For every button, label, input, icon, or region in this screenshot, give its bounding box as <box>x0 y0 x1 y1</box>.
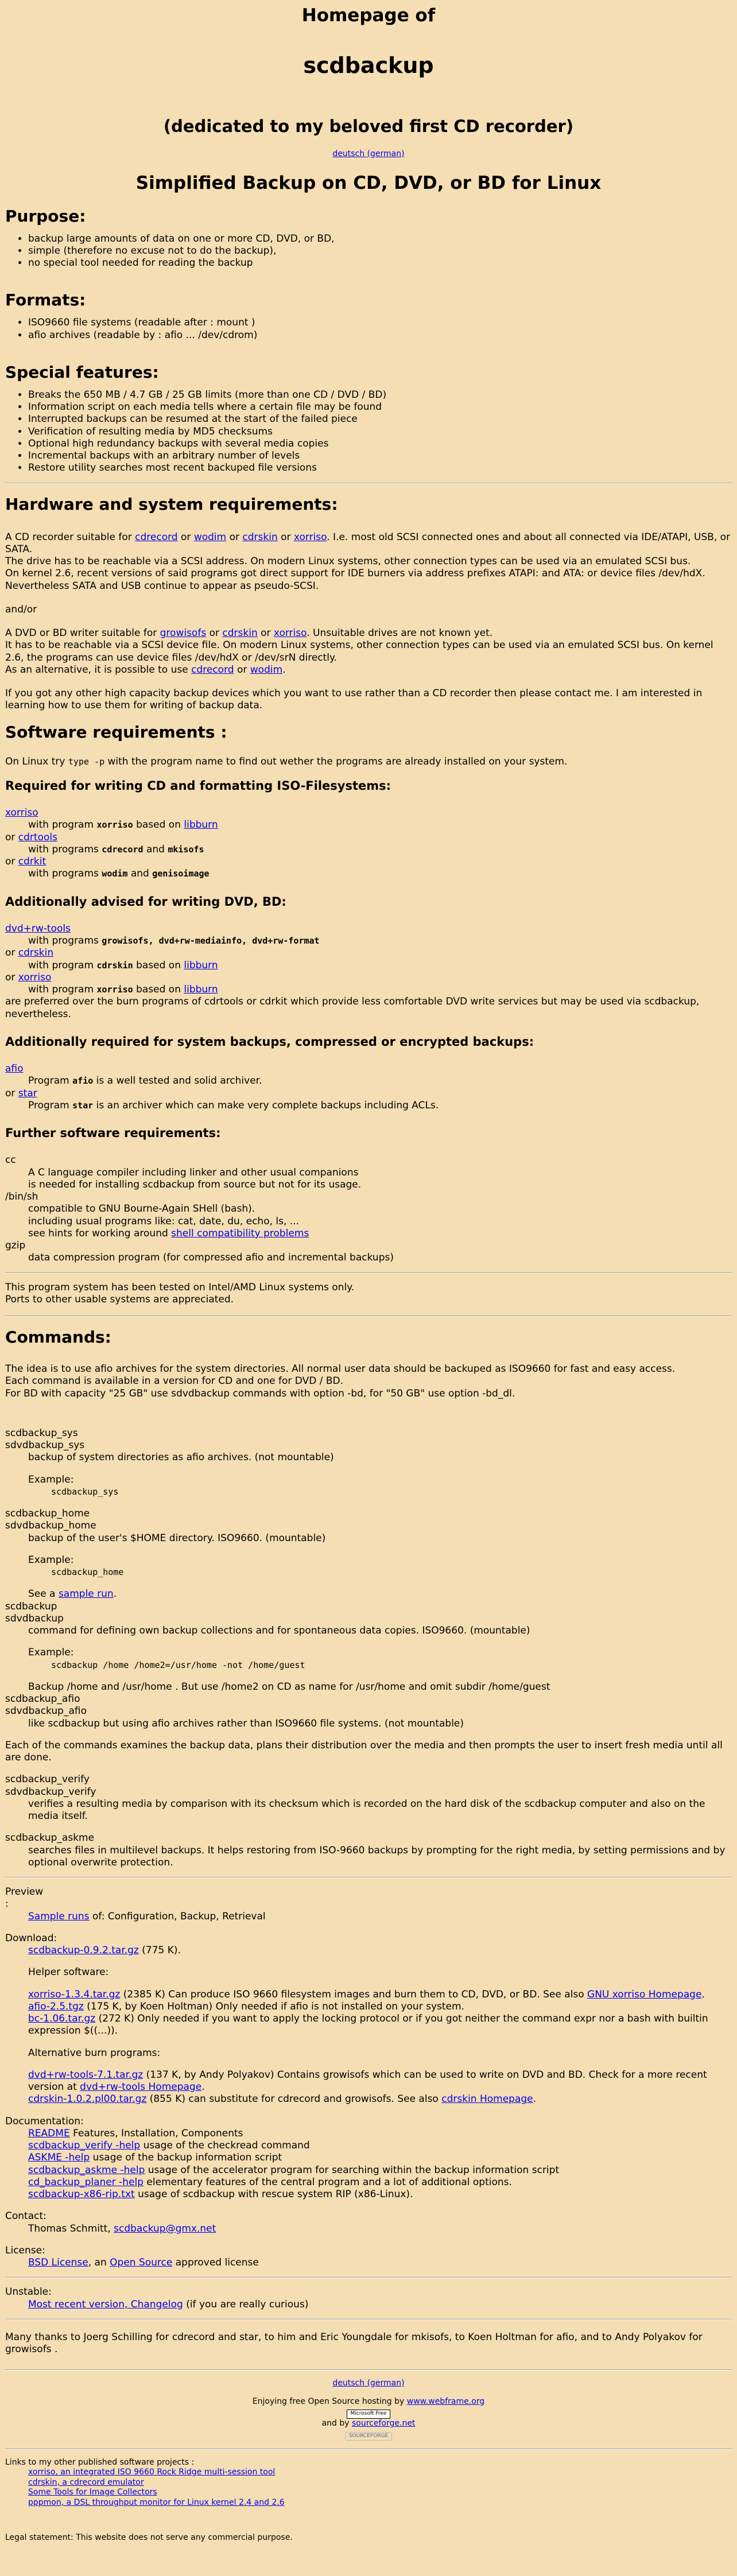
list-item: • no special tool needed for reading the backup <box>28 257 732 269</box>
doc-link[interactable]: README <box>28 2127 70 2139</box>
cdrecord-link[interactable]: cdrecord <box>191 664 234 676</box>
dvd-rw-tools-link[interactable]: dvd+rw-tools <box>5 922 71 934</box>
list-item: • afio archives (readable by : afio ... /dev/cdrom) <box>28 329 732 342</box>
documentation-section: Documentation: README Features, Installation, Components scdbackup_verify -help usage of the checkread command ASKME -help usage of the backup information script scdbackup_askme -help usage of the accelerator program for searching within the backup information script cd_backup_planer -help elementary features of the central program and a lot of additional options. scdbackup-x86-rip.txt usage of scdbackup with rescue system RIP (x86-Linux). <box>5 2115 560 2200</box>
doc-link[interactable]: scdbackup_askme -help <box>28 2164 145 2176</box>
email-link[interactable]: scdbackup@gmx.net <box>114 2222 216 2234</box>
changelog-link[interactable]: Most recent version, Changelog <box>28 2298 183 2310</box>
software-heading: Software requirements : <box>5 722 227 742</box>
sample-runs-link[interactable]: Sample runs <box>28 1910 90 1922</box>
divider <box>5 1877 732 1878</box>
contact-section: Contact: Thomas Schmitt, scdbackup@gmx.net <box>5 2210 216 2234</box>
purpose-list <box>5 233 732 270</box>
doc-link[interactable]: cd_backup_planer -help <box>28 2176 144 2188</box>
cdrtools-link[interactable]: cdrtools <box>18 831 57 843</box>
legal-statement: Legal statement: This website does not serve any commercial purpose. <box>5 2533 293 2543</box>
homepage-of-heading: Homepage of <box>301 5 436 26</box>
andor-text: and/or <box>5 603 37 615</box>
list-item: • Interrupted backups can be resumed at the start of the failed piece <box>28 413 732 425</box>
formats-heading: Formats: <box>5 290 86 310</box>
divider <box>5 2369 732 2371</box>
star-link[interactable]: star <box>18 1087 37 1099</box>
sourceforge-link[interactable]: sourceforge.net <box>352 2419 416 2428</box>
webframe-link[interactable]: www.webframe.org <box>406 2396 485 2406</box>
footer-hosting: deutsch (german) Enjoying free Open Source hosting by www.webframe.org Microsoft Free and by sourceforge.net SOURCEFORGE <box>5 2379 732 2441</box>
list-item: • ISO9660 file systems (readable after : mount ) <box>28 317 732 329</box>
xorriso-link[interactable]: xorriso <box>293 531 327 543</box>
download-main-link[interactable]: scdbackup-0.9.2.tar.gz <box>28 1945 139 1956</box>
doc-link[interactable]: ASKME -help <box>28 2152 90 2164</box>
afio-link[interactable]: afio <box>5 1063 24 1074</box>
cdrskin-link[interactable]: cdrskin <box>18 947 54 959</box>
xorriso-homepage-link[interactable]: GNU xorriso Homepage <box>587 1988 702 2000</box>
libburn-link[interactable]: libburn <box>184 959 218 971</box>
cdrskin-link[interactable]: cdrskin <box>242 531 278 543</box>
page-title: scdbackup <box>303 52 434 78</box>
growisofs-link[interactable]: growisofs <box>160 627 207 639</box>
divider <box>5 483 732 484</box>
system-backup-heading: Additionally required for system backups, compressed or encrypted backups: <box>5 1034 534 1049</box>
dvd-rw-tools-homepage-link[interactable]: dvd+rw-tools Homepage <box>80 2081 202 2093</box>
cdrkit-link[interactable]: cdrkit <box>18 856 46 867</box>
dvd-rw-tools-download-link[interactable]: dvd+rw-tools-7.1.tar.gz <box>28 2069 143 2081</box>
further-software-list: cc A C language compiler including linker and other usual companions is needed for installing scdbackup from source but not for its usage. /bin/sh compatible to GNU Bourne-Again SHell (bash). including usual programs like: cat, date, du, echo, ls, ... see hints for working around shell compatibility problems gzip data compression program (for compressed afio and incremental backups) <box>5 1154 394 1264</box>
dvd-advised-list: dvd+rw-tools with programs growisofs, dvd+rw-mediainfo, dvd+rw-format or cdrskin with program cdrskin based on libburn or xorriso with program xorriso based on libburn are preferred over the burn programs of cdrtools or cdrkit which provide less comfortable DVD write services but may be used via scdbackup, nevertheless. <box>5 922 700 1020</box>
footer-projects: Links to my other published software projects : xorriso, an integrated ISO 9660 Rock Ridge multi-session tool cdrskin, a cdrecord emulator Some Tools for Image Collectors pppmon, a DSL throughput monitor for Linux kernel 2.4 and 2.6 Legal statement: This website does not serve any commercial purpose. <box>5 2458 732 2543</box>
project-link[interactable]: cdrskin, a cdrecord emulator <box>28 2477 144 2487</box>
commands-heading: Commands: <box>5 1328 111 1347</box>
dedication: (dedicated to my beloved first CD recorder) <box>163 117 574 137</box>
xorriso-link[interactable]: xorriso <box>18 971 52 983</box>
list-item: • Optional high redundancy backups with several media copies <box>28 438 732 450</box>
doc-link[interactable]: scdbackup-x86-rip.txt <box>28 2189 135 2200</box>
commands-list: scdbackup_sys sdvdbackup_sys backup of system directories as afio archives. (not mountable) Example: scdbackup_sys scdbackup_home sdvdbackup_home backup of the user's $HOME directory. ISO9660. (mountable) Example: scdbackup_home See a sample run. scdbackup sdvdbackup command for defining own backup collections and for spontaneous data copies. ISO9660. (mountable) Example: scdbackup /home /home2=/usr/home -not /home/guest Backup /home and /usr/home . But use /home2 on CD as name for /usr/home and omit subdir /home/guest scdbackup_afio sdvdbackup_afio like scdbackup but using afio archives rather than ISO9660 file systems. (not mountable) Each of the commands examines the backup data, plans their distribution over the media and then prompts the user to insert fresh media until all are done. scdbackup_verify sdvdbackup_verify verifies a resulting media by comparison with its checksum which is recorded on the hard disk of the scdbackup computer and also on the media itself. scdbackup_askme searches files in multilevel backups. It helps restoring from ISO-9660 backups by prompting for the right media, by setting permissions and by optional overwrite protection. <box>5 1427 726 1868</box>
bc-download-link[interactable]: bc-1.06.tar.gz <box>28 2013 96 2024</box>
list-item: • simple (therefore no excuse not to do the backup), <box>28 245 732 257</box>
divider <box>5 2319 732 2320</box>
tested-note: This program system has been tested on Intel/AMD Linux systems only. Ports to other usable systems are appreciated. <box>5 1281 355 1305</box>
project-link[interactable]: pppmon, a DSL throughput monitor for Linux kernel 2.4 and 2.6 <box>28 2497 285 2507</box>
unstable-section: Unstable: Most recent version, Changelog (if you are really curious) <box>5 2286 309 2310</box>
divider <box>5 1273 732 1274</box>
hardware-heading: Hardware and system requirements: <box>5 494 338 514</box>
list-item: • Information script on each media tells where a certain file may be found <box>28 401 732 413</box>
sourceforge-badge[interactable]: SOURCEFORGE <box>345 2432 392 2441</box>
wodim-link[interactable]: wodim <box>193 531 227 543</box>
formats-list <box>5 317 732 342</box>
project-link[interactable]: xorriso, an integrated ISO 9660 Rock Ridge multi-session tool <box>28 2468 276 2477</box>
divider <box>5 2449 732 2450</box>
list-item: • backup large amounts of data on one or more CD, DVD, or BD, <box>28 233 732 245</box>
features-list <box>5 389 732 475</box>
list-item: • Incremental backups with an arbitrary number of levels <box>28 450 732 462</box>
preview-section: Preview : Sample runs of: Configuration, Backup, Retrieval <box>5 1886 266 1922</box>
list-item: • Verification of resulting media by MD5 checksums <box>28 426 732 438</box>
sample-run-link[interactable]: sample run <box>58 1588 114 1600</box>
purpose-heading: Purpose: <box>5 206 86 226</box>
further-software-heading: Further software requirements: <box>5 1126 221 1140</box>
features-heading: Special features: <box>5 362 159 382</box>
libburn-link[interactable]: libburn <box>184 819 218 831</box>
commands-intro: The idea is to use afio archives for the system directories. All normal user data should be backuped as ISO9660 for fast and easy access. Each command is available in a version for CD and one for DVD / BD. For BD with capacity "25 GB" use sdvdbackup commands with option -bd, for "50 GB" use option -bd_dl. <box>5 1363 676 1399</box>
required-cd-list: xorriso with program xorriso based on libburn or cdrtools with programs cdrecord and mkisofs or cdrkit with programs wodim and genisoimage <box>5 807 218 880</box>
cdrskin-homepage-link[interactable]: cdrskin Homepage <box>441 2093 533 2105</box>
bsd-license-link[interactable]: BSD License <box>28 2257 88 2268</box>
footer-german-link[interactable]: deutsch (german) <box>332 2379 405 2388</box>
list-item: • Restore utility searches most recent backuped file versions <box>28 462 732 474</box>
hardware-cd-paragraph: A CD recorder suitable for cdrecord or wodim or cdrskin or xorriso. I.e. most old SCSI connected ones and about all connected via IDE/ATAPI, USB, or SATA. The drive has to be reachable via a SCSI address. On modern Linux systems, other connection types can be used via an emulated SCSI bus. On kernel 2.6, recent versions of said programs got direct support for IDE burners via address prefixes ATAPI: and ATA: or device files /dev/hdX. Nevertheless SATA and USB continue to appear as pseudo-SCSI. <box>5 531 731 592</box>
divider <box>5 1316 732 1317</box>
wodim-link[interactable]: wodim <box>250 664 283 676</box>
cdrecord-link[interactable]: cdrecord <box>135 531 178 543</box>
hardware-contact-paragraph: If you got any other high capacity backup devices which you want to use rather than a CD recorder then please contact me. I am interested in learning how to use them for writing of backup data. <box>5 688 703 712</box>
german-link[interactable]: deutsch (german) <box>332 149 405 158</box>
required-cd-heading: Required for writing CD and formatting ISO-Filesystems: <box>5 778 391 793</box>
cdrskin-link[interactable]: cdrskin <box>222 627 258 639</box>
divider <box>5 2277 732 2278</box>
project-link[interactable]: Some Tools for Image Collectors <box>28 2488 157 2497</box>
libburn-link[interactable]: libburn <box>184 984 218 995</box>
software-intro: On Linux try type -p with the program name to find out wether the programs are already installed on your system. <box>5 755 568 767</box>
doc-link[interactable]: scdbackup_verify -help <box>28 2140 141 2151</box>
thanks-paragraph: Many thanks to Joerg Schilling for cdrecord and star, to him and Eric Youngdale for mkisofs, to Koen Holtman for afio, and to Andy Polyakov for growisofs . <box>5 2331 703 2355</box>
xorriso-link[interactable]: xorriso <box>5 807 38 818</box>
dvd-advised-heading: Additionally advised for writing DVD, BD: <box>5 894 286 909</box>
cdrskin-download-link[interactable]: cdrskin-1.0.2.pl00.tar.gz <box>28 2093 147 2105</box>
afio-download-link[interactable]: afio-2.5.tgz <box>28 2000 84 2012</box>
open-source-link[interactable]: Open Source <box>110 2257 173 2268</box>
xorriso-download-link[interactable]: xorriso-1.3.4.tar.gz <box>28 1988 121 2000</box>
microsoft-free-badge[interactable]: Microsoft Free <box>347 2410 391 2419</box>
xorriso-link[interactable]: xorriso <box>273 627 307 639</box>
download-section: Download: scdbackup-0.9.2.tar.gz (775 K). Helper software: xorriso-1.3.4.tar.gz (2385 K) Can produce ISO 9660 filesystem images and burn them to CD, DVD, or BD. See also GNU xorriso Homepage. afio-2.5.tgz (175 K, by Koen Holtman) Only needed if afio is not installed on your system. bc-1.06.tar.gz (272 K) Only needed if you want to apply the locking protocol or if you got neither the command expr nor a bash with builtin expression $((...)). Alternative burn programs: dvd+rw-tools-7.1.tar.gz (137 K, by Andy Polyakov) Contains growisofs which can be used to write on DVD and BD. Check for a more recent version at dvd+rw-tools Homepage. cdrskin-1.0.2.pl00.tar.gz (855 K) can substitute for cdrecord and growisofs. See also cdrskin Homepage. <box>5 1932 708 2105</box>
license-section: License: BSD License, an Open Source approved license <box>5 2244 259 2268</box>
hardware-dvd-paragraph: A DVD or BD writer suitable for growisofs or cdrskin or xorriso. Unsuitable drives are not known yet. It has to be reachable via a SCSI device file. On modern Linux systems, other connection types can be used via an emulated SCSI bus. On kernel 2.6, the programs can use device files /dev/hdX or /dev/srN directly. As an alternative, it is possible to use cdrecord or wodim. <box>5 627 713 676</box>
shell-compat-link[interactable]: shell compatibility problems <box>171 1227 309 1239</box>
system-backup-list: afio Program afio is a well tested and solid archiver. or star Program star is an archiver which can make very complete backups including ACLs. <box>5 1063 439 1111</box>
list-item: • Breaks the 650 MB / 4.7 GB / 25 GB limits (more than one CD / DVD / BD) <box>28 389 732 401</box>
subtitle: Simplified Backup on CD, DVD, or BD for Linux <box>135 172 602 193</box>
